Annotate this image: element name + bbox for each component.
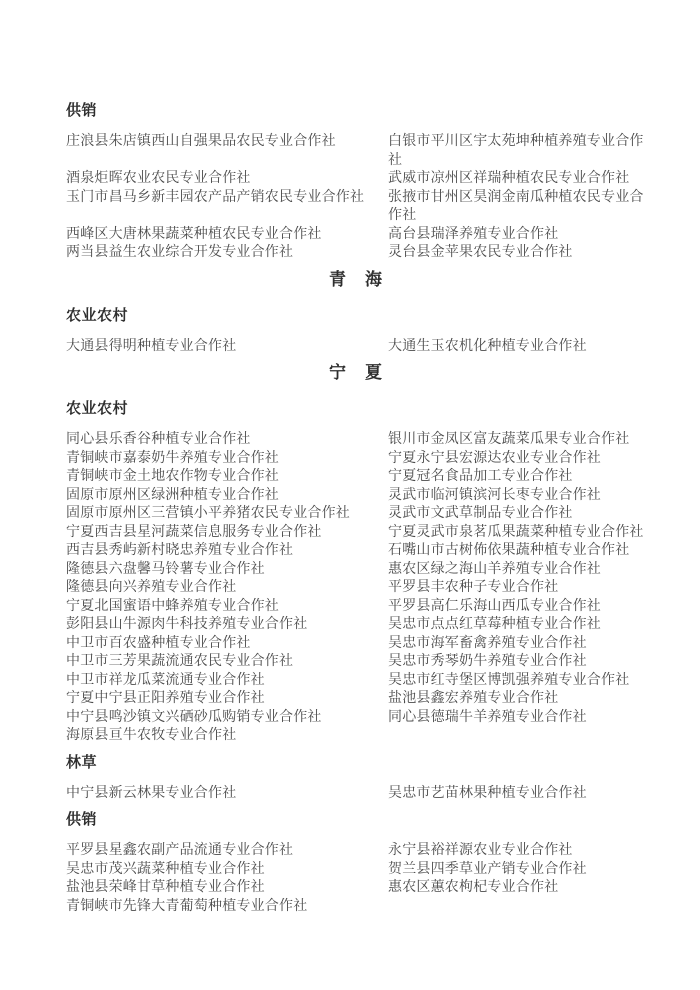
- cooperative-name-left: 固原市原州区三营镇小平养猪农民专业合作社: [66, 505, 350, 521]
- table-row: [66, 860, 646, 879]
- province-heading: 青 海: [329, 269, 383, 290]
- cooperative-name-left: 青铜峡市先锋大青葡萄种植专业合作社: [66, 897, 308, 914]
- cooperative-name-left: 西峰区大唐林果蔬菜种植农民专业合作社: [66, 225, 322, 242]
- cooperative-name-right: 银川市金凤区富友蔬菜瓜果专业合作社: [388, 431, 630, 447]
- cooperative-name-left: 隆德县向兴养殖专业合作社: [66, 579, 237, 595]
- cooperative-list: [66, 132, 646, 262]
- cooperative-name-right: 吴忠市秀琴奶牛养殖专业合作社: [388, 653, 587, 669]
- cooperative-name-right: 宁夏冠名食品加工专业合作社: [388, 468, 573, 484]
- cooperative-list: [66, 841, 646, 915]
- cooperative-name-left: 吴忠市茂兴蔬菜种植专业合作社: [66, 860, 265, 877]
- table-row: [66, 486, 646, 505]
- table-row: [66, 615, 646, 634]
- table-row: [66, 671, 646, 690]
- cooperative-name-left: 玉门市昌马乡新丰园农产品产销农民专业合作社: [66, 188, 365, 205]
- cooperative-name-right: 白银市平川区宇太苑坤种植养殖专业合作社: [388, 133, 644, 168]
- cooperative-name-left: 中宁县鸣沙镇文兴硒砂瓜购销专业合作社: [66, 708, 322, 725]
- cooperative-name-right: 灵武市文武草制品专业合作社: [388, 505, 573, 521]
- table-row: [66, 897, 646, 916]
- cooperative-name-right: 平罗县丰农种子专业合作社: [388, 579, 559, 595]
- cooperative-name-left: 中卫市祥龙瓜菜流通专业合作社: [66, 671, 265, 688]
- table-row: [66, 337, 646, 356]
- table-row: [66, 449, 646, 468]
- category-heading: 供销: [66, 101, 98, 119]
- cooperative-name-right: 宁夏灵武市泉茗瓜果蔬菜种植专业合作社: [388, 523, 644, 540]
- table-row: [66, 689, 646, 708]
- table-row: [66, 523, 646, 542]
- cooperative-name-right: 张掖市甘州区昊润金南瓜种植农民专业合作社: [388, 188, 644, 223]
- cooperative-name-right: 石嘴山市古树佈依果蔬种植专业合作社: [388, 542, 630, 558]
- cooperative-name-right: 平罗县高仁乐海山西瓜专业合作社: [388, 597, 601, 614]
- cooperative-name-left: 平罗县星鑫农副产品流通专业合作社: [66, 842, 294, 858]
- cooperative-list: [66, 430, 646, 745]
- cooperative-name-right: 贺兰县四季草业产销专业合作社: [388, 860, 587, 877]
- table-row: [66, 504, 646, 523]
- cooperative-name-left: 同心县乐香谷种植专业合作社: [66, 431, 251, 447]
- cooperative-list: [66, 784, 646, 803]
- cooperative-name-right: 惠农区绿之海山羊养殖专业合作社: [388, 560, 601, 577]
- cooperative-name-left: 固原市原州区绿洲种植专业合作社: [66, 486, 279, 503]
- cooperative-name-left: 两当县益生农业综合开发专业合作社: [66, 244, 294, 260]
- cooperative-name-right: 盐池县鑫宏养殖专业合作社: [388, 690, 559, 706]
- table-row: [66, 188, 646, 225]
- table-row: [66, 169, 646, 188]
- cooperative-name-left: 大通县得明种植专业合作社: [66, 337, 237, 354]
- cooperative-name-right: 同心县德瑞牛羊养殖专业合作社: [388, 708, 587, 725]
- table-row: [66, 225, 646, 244]
- cooperative-list: [66, 337, 646, 356]
- cooperative-name-left: 中卫市百农盛种植专业合作社: [66, 634, 251, 651]
- cooperative-name-left: 彭阳县山牛源肉牛科技养殖专业合作社: [66, 616, 308, 632]
- cooperative-name-right: 武威市凉州区祥瑞种植农民专业合作社: [388, 170, 630, 186]
- table-row: [66, 560, 646, 579]
- cooperative-name-right: 吴忠市海军畜禽养殖专业合作社: [388, 634, 587, 651]
- cooperative-name-left: 隆德县六盘馨马铃薯专业合作社: [66, 560, 265, 577]
- province-heading: 宁 夏: [329, 363, 383, 383]
- table-row: [66, 467, 646, 486]
- table-row: [66, 132, 646, 169]
- cooperative-name-right: 吴忠市点点红草莓种植专业合作社: [388, 616, 601, 632]
- cooperative-name-left: 庄浪县朱店镇西山自强果品农民专业合作社: [66, 133, 336, 149]
- cooperative-name-left: 宁夏北国蜜语中蜂养殖专业合作社: [66, 597, 279, 614]
- category-heading: 农业农村: [66, 399, 129, 417]
- cooperative-name-right: 惠农区蕙农枸杞专业合作社: [388, 879, 559, 895]
- table-row: [66, 430, 646, 449]
- cooperative-name-right: 永宁县裕祥源农业专业合作社: [388, 842, 573, 858]
- cooperative-name-right: 灵武市临河镇滨河长枣专业合作社: [388, 486, 601, 503]
- table-row: [66, 243, 646, 262]
- cooperative-name-right: 吴忠市艺苗林果种植专业合作社: [388, 784, 587, 801]
- cooperative-name-right: 吴忠市红寺堡区博凯强养殖专业合作社: [388, 671, 630, 688]
- cooperative-name-left: 宁夏西吉县星河蔬菜信息服务专业合作社: [66, 523, 322, 540]
- cooperative-name-right: 宁夏永宁县宏源达农业专业合作社: [388, 449, 601, 466]
- table-row: [66, 652, 646, 671]
- cooperative-name-left: 宁夏中宁县正阳养殖专业合作社: [66, 690, 265, 706]
- cooperative-name-left: 西吉县秀屿新村晓忠养殖专业合作社: [66, 542, 294, 558]
- table-row: [66, 578, 646, 597]
- table-row: [66, 634, 646, 653]
- cooperative-name-right: 高台县瑞泽养殖专业合作社: [388, 225, 559, 242]
- category-heading: 林草: [66, 752, 98, 771]
- table-row: [66, 841, 646, 860]
- cooperative-name-left: 盐池县荣峰甘草种植专业合作社: [66, 879, 265, 895]
- cooperative-name-left: 中宁县新云林果专业合作社: [66, 784, 237, 801]
- table-row: [66, 708, 646, 727]
- table-row: [66, 726, 646, 745]
- cooperative-name-left: 青铜峡市嘉泰奶牛养殖专业合作社: [66, 449, 279, 466]
- table-row: [66, 878, 646, 897]
- cooperative-name-left: 酒泉炬晖农业农民专业合作社: [66, 170, 251, 186]
- table-row: [66, 541, 646, 560]
- cooperative-name-left: 海原县亘牛农牧专业合作社: [66, 727, 237, 743]
- cooperative-name-left: 青铜峡市金土地农作物专业合作社: [66, 468, 279, 484]
- table-row: [66, 784, 646, 803]
- cooperative-name-right: 大通生玉农机化种植专业合作社: [388, 337, 587, 354]
- cooperative-name-left: 中卫市三芳果蔬流通农民专业合作社: [66, 653, 294, 669]
- category-heading: 农业农村: [66, 305, 129, 324]
- table-row: [66, 597, 646, 616]
- cooperative-name-right: 灵台县金苹果农民专业合作社: [388, 244, 573, 260]
- category-heading: 供销: [66, 810, 98, 828]
